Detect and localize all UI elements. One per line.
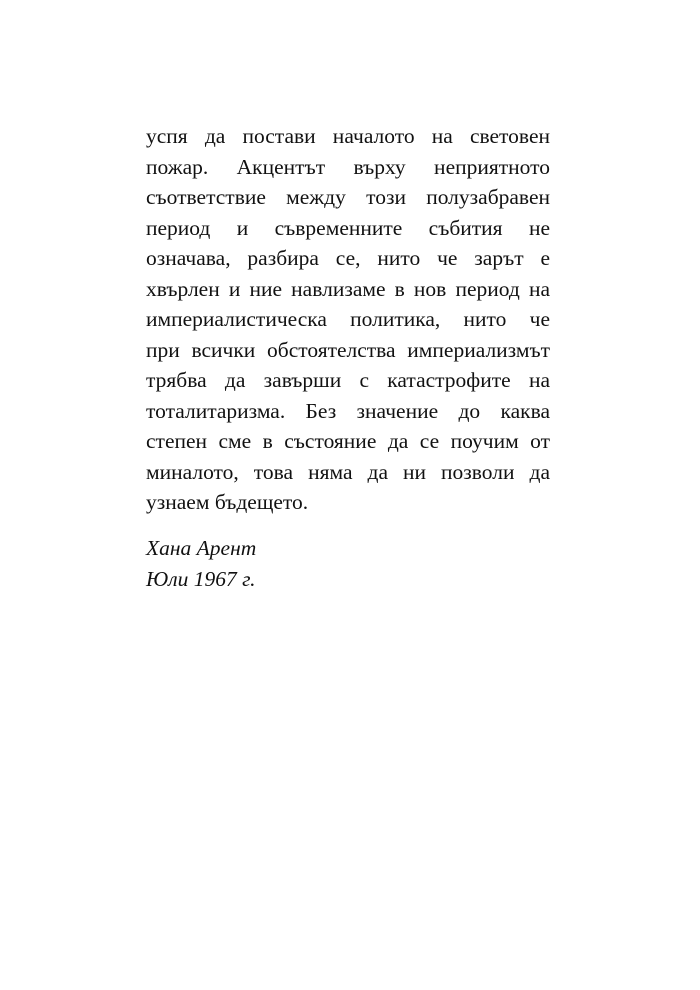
text-line: съответствие между този полузабравен (146, 185, 550, 209)
text-line: империалистическа политика, нито че (146, 307, 550, 331)
text-line: хвърлен и ние навлизаме в нов период на (146, 276, 550, 301)
signature-block (146, 533, 446, 594)
text-line: тоталитаризма. Без значение до каква (146, 398, 550, 423)
text-line: при всички обстоятелства империализмът (146, 337, 550, 362)
signature-date: Юли 1967 г. (146, 566, 256, 591)
text-line: трябва да завърши с катастрофите на (146, 368, 550, 392)
text-line: миналото, това няма да ни позволи да (146, 459, 550, 484)
text-line: пожар. Акцентът върху неприятното (146, 154, 550, 179)
text-line: узнаем бъдещето. (146, 490, 309, 514)
signature-author: Хана Арент (146, 536, 257, 560)
body-text (146, 121, 550, 518)
text-line: означава, разбира се, нито че зарът е (146, 246, 550, 270)
text-line: успя да постави началото на световен (146, 124, 550, 148)
text-line: степен сме в състояние да се поучим от (146, 429, 550, 453)
text-line: период и съвременните събития не (146, 215, 550, 240)
